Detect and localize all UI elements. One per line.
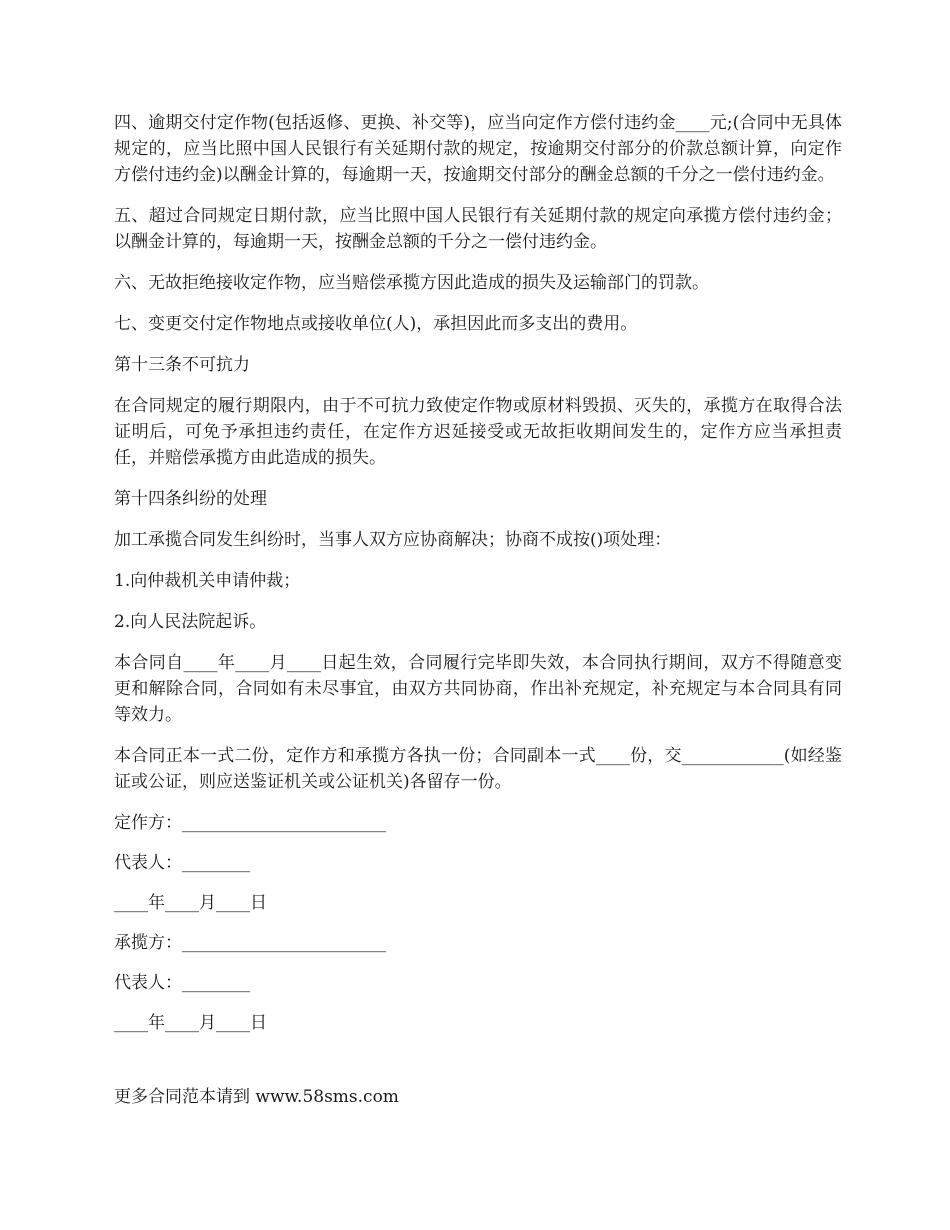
contractor-signature-line: 承揽方：________________________ (114, 933, 386, 953)
article-14-heading: 第十四条纠纷的处理 (114, 489, 267, 509)
contractor-date-line: ____年____月____日 (114, 1013, 267, 1033)
clause-overdue-payment: 五、超过合同规定日期付款，应当比照中国人民银行有关延期付款的规定向承揽方偿付违约金；以酬金计算的，每逾期一天，按酬金总额的千分之一偿付违约金。 (114, 206, 842, 252)
clause-change-location: 七、变更交付定作物地点或接收单位(人)，承担因此而多支出的费用。 (114, 314, 638, 334)
orderer-signature-line: 定作方：________________________ (114, 813, 386, 833)
copies-clause: 本合同正本一式二份，定作方和承揽方各执一份；合同副本一式____份，交____________(如经鉴证或公证，则应送鉴证机关或公证机关)各留存一份。 (114, 746, 842, 792)
option-arbitration: 1.向仲裁机关申请仲裁； (114, 571, 301, 591)
document-body (114, 110, 842, 1050)
clause-overdue-delivery: 四、逾期交付定作物(包括返修、更换、补交等)，应当向定作方偿付违约金____元;(合同中无具体规定的，应当比照中国人民银行有关延期付款的规定，按逾期交付部分的价款总额计算，向定作方偿付违约金)以酬金计算的，每逾期一天，按逾期交付部分的酬金总额的千分之一偿付违约金。 (114, 113, 842, 185)
article-14-body: 加工承揽合同发生纠纷时，当事人双方应协商解决；协商不成按()项处理： (114, 530, 672, 550)
orderer-representative-line: 代表人：________ (114, 853, 250, 873)
article-13-body: 在合同规定的履行期限内，由于不可抗力致使定作物或原材料毁损、灭失的，承揽方在取得合法证明后，可免予承担违约责任，在定作方迟延接受或无故拒收期间发生的，定作方应当承担责任，并赔偿承揽方由此造成的损失。 (114, 396, 842, 468)
footer-note: 更多合同范本请到 www.58sms.com (114, 1087, 399, 1107)
clause-refuse-acceptance: 六、无故拒绝接收定作物，应当赔偿承揽方因此造成的损失及运输部门的罚款。 (114, 273, 709, 293)
effective-clause: 本合同自____年____月____日起生效，合同履行完毕即失效，本合同执行期间，双方不得随意变更和解除合同，合同如有未尽事宜，由双方共同协商，作出补充规定，补充规定与本合同具有同等效力。 (114, 653, 842, 725)
orderer-date-line: ____年____月____日 (114, 893, 267, 913)
article-13-heading: 第十三条不可抗力 (114, 355, 250, 375)
contractor-representative-line: 代表人：________ (114, 973, 250, 993)
option-court: 2.向人民法院起诉。 (114, 612, 267, 632)
